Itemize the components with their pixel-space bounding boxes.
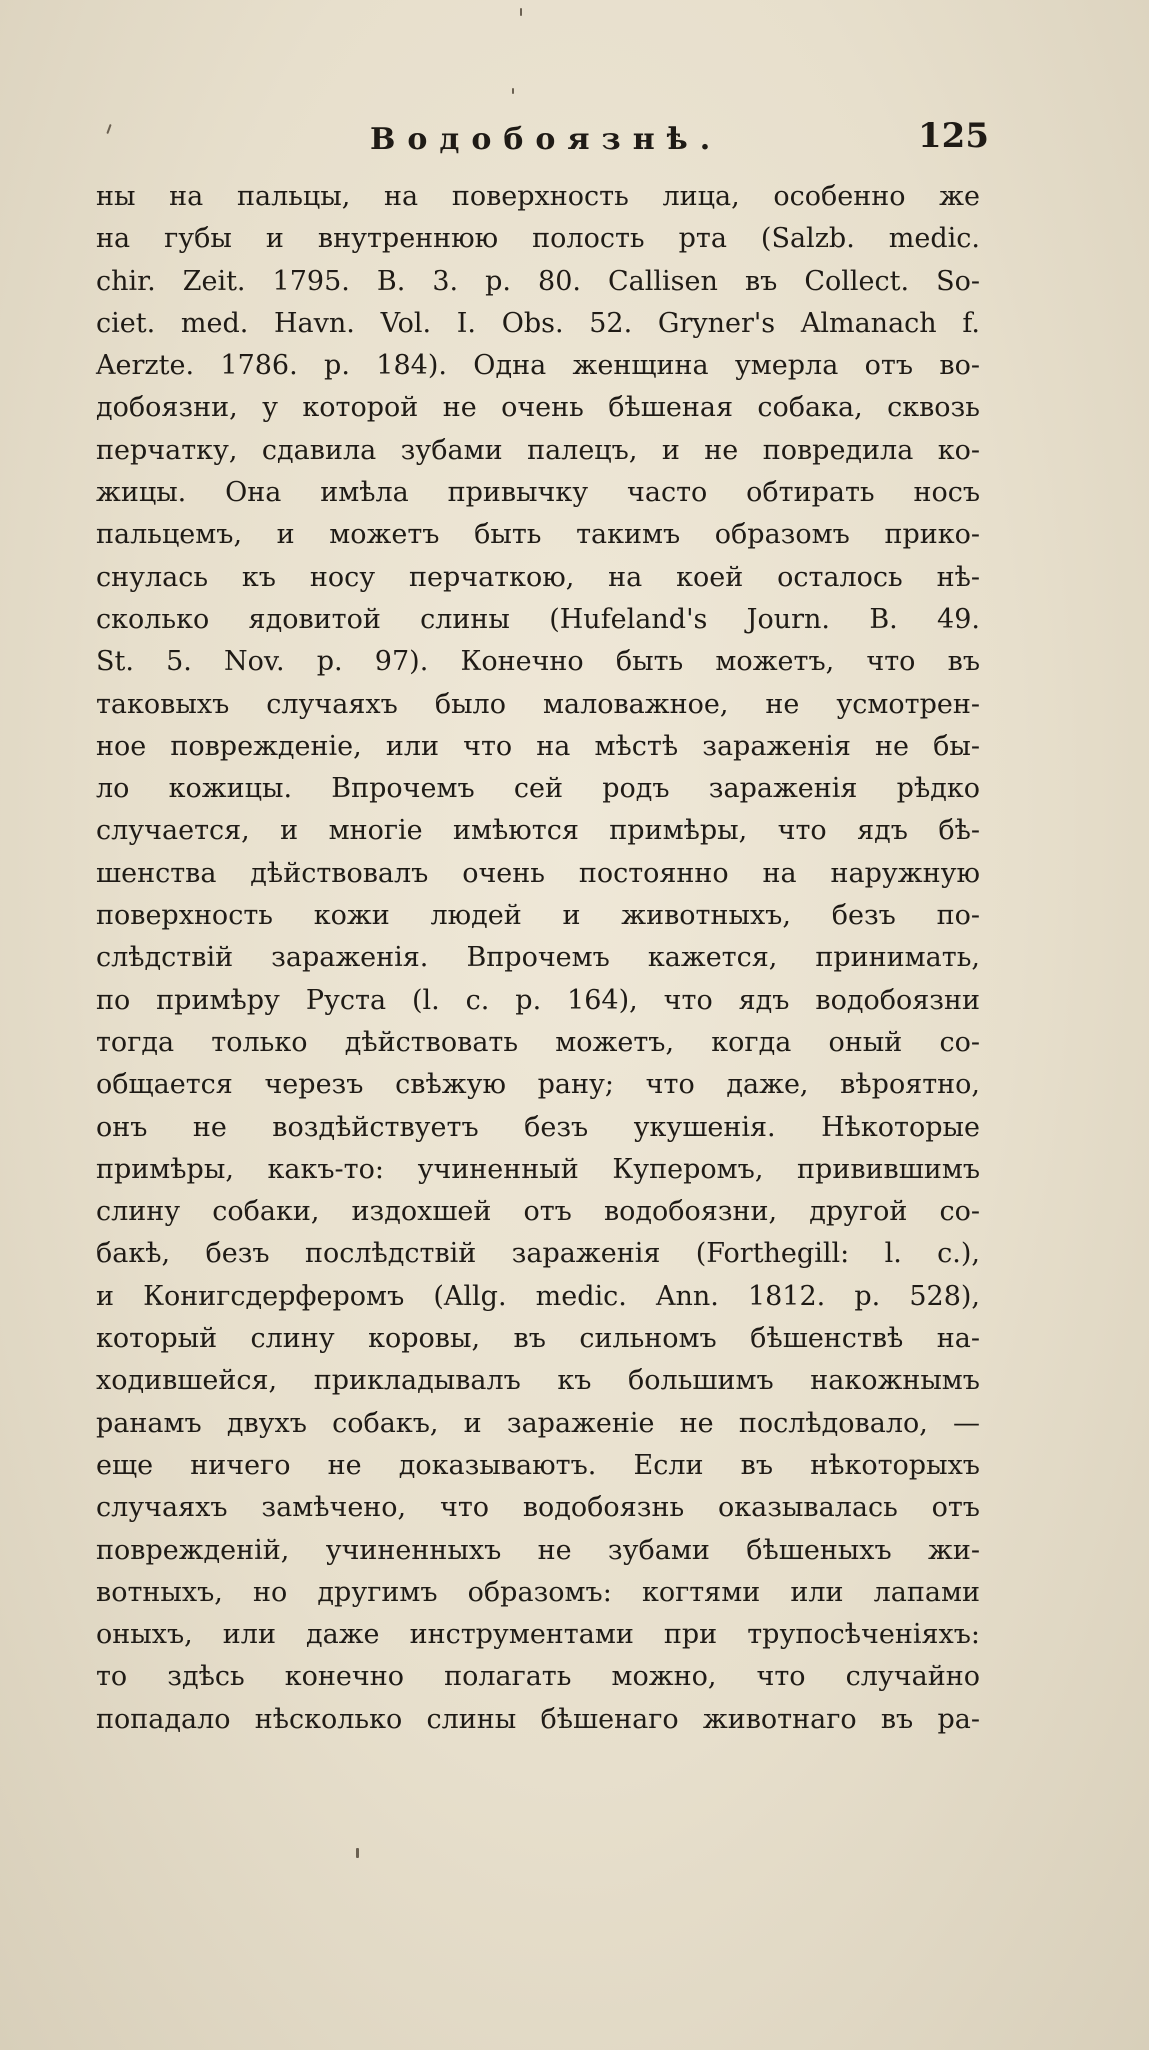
text-line: chir. Zeit. 1795. B. 3. p. 80. Callisen въ Collect. So- (96, 265, 980, 297)
text-line: St. 5. Nov. p. 97). Конечно быть можетъ, что въ (96, 646, 980, 678)
text-line: ciet. med. Havn. Vol. I. Obs. 52. Gryner's Almanach f. (96, 307, 980, 339)
text-line: и Конигсдерферомъ (Allg. medic. Ann. 1812. p. 528), (96, 1280, 980, 1312)
text-line: еще ничего не доказываютъ. Если въ нѣкоторыхъ (96, 1449, 980, 1481)
text-line: оныхъ, или даже инструментами при трупосѣченіяхъ: (96, 1619, 980, 1651)
running-head: Водобоязнѣ. (370, 122, 723, 157)
page-number: 125 (918, 116, 989, 156)
ink-speck (512, 88, 514, 94)
text-line: примѣры, какъ-то: учиненный Куперомъ, привившимъ (96, 1153, 980, 1185)
ink-speck (520, 8, 522, 16)
text-line: то здѣсь конечно полагать можно, что случайно (96, 1661, 980, 1693)
text-line: слѣдствій зараженія. Впрочемъ кажется, принимать, (96, 942, 980, 974)
text-line: случается, и многіе имѣются примѣры, что ядъ бѣ- (96, 815, 980, 847)
text-line: слину собаки, издохшей отъ водобоязни, другой со- (96, 1196, 980, 1228)
text-line: жицы. Она имѣла привычку часто обтирать носъ (96, 477, 980, 509)
text-line: снулась къ носу перчаткою, на коей осталось нѣ- (96, 561, 980, 593)
text-line: вотныхъ, но другимъ образомъ: когтями или лапами (96, 1576, 980, 1608)
text-line: случаяхъ замѣчено, что водобоязнь оказывалась отъ (96, 1492, 980, 1524)
text-line: по примѣру Руста (l. c. p. 164), что ядъ водобоязни (96, 984, 980, 1016)
text-line: пальцемъ, и можетъ быть такимъ образомъ прико- (96, 519, 980, 551)
text-line: попадало нѣсколько слины бѣшенаго животнаго въ ра- (96, 1703, 980, 1735)
text-line: на губы и внутреннюю полость рта (Salzb. medic. (96, 223, 980, 255)
text-line: поверхность кожи людей и животныхъ, безъ по- (96, 900, 980, 932)
ink-speck (356, 1848, 359, 1858)
text-line: перчатку, сдавила зубами палецъ, и не повредила ко- (96, 434, 980, 466)
text-line: ное поврежденіе, или что на мѣстѣ зараженія не бы- (96, 730, 980, 762)
ink-speck (106, 124, 111, 134)
text-line: Aerzte. 1786. p. 184). Одна женщина умерла отъ во- (96, 350, 980, 382)
text-line: ходившейся, прикладывалъ къ большимъ накожнымъ (96, 1365, 980, 1397)
text-line: ны на пальцы, на поверхность лица, особенно же (96, 181, 980, 212)
text-line: шенства дѣйствовалъ очень постоянно на наружную (96, 857, 980, 889)
text-line: ранамъ двухъ собакъ, и зараженіе не послѣдовало, — (96, 1407, 980, 1439)
text-line: онъ не воздѣйствуетъ безъ укушенія. Нѣкоторые (96, 1111, 980, 1143)
text-line: таковыхъ случаяхъ было маловажное, не усмотрен- (96, 688, 980, 720)
text-line: бакѣ, безъ послѣдствій зараженія (Forthegill: l. c.), (96, 1238, 980, 1270)
text-line: общается черезъ свѣжую рану; что даже, вѣроятно, (96, 1069, 980, 1101)
text-line: сколько ядовитой слины (Hufeland's Journ. B. 49. (96, 603, 980, 635)
text-line: ло кожицы. Впрочемъ сей родъ зараженія рѣдко (96, 773, 980, 805)
text-line: который слину коровы, въ сильномъ бѣшенствѣ на- (96, 1323, 980, 1355)
text-line: добоязни, у которой не очень бѣшеная собака, сквозь (96, 392, 980, 424)
body-text (96, 176, 980, 1741)
text-line: поврежденій, учиненныхъ не зубами бѣшеныхъ жи- (96, 1534, 980, 1566)
text-line: тогда только дѣйствовать можетъ, когда оный со- (96, 1026, 980, 1058)
